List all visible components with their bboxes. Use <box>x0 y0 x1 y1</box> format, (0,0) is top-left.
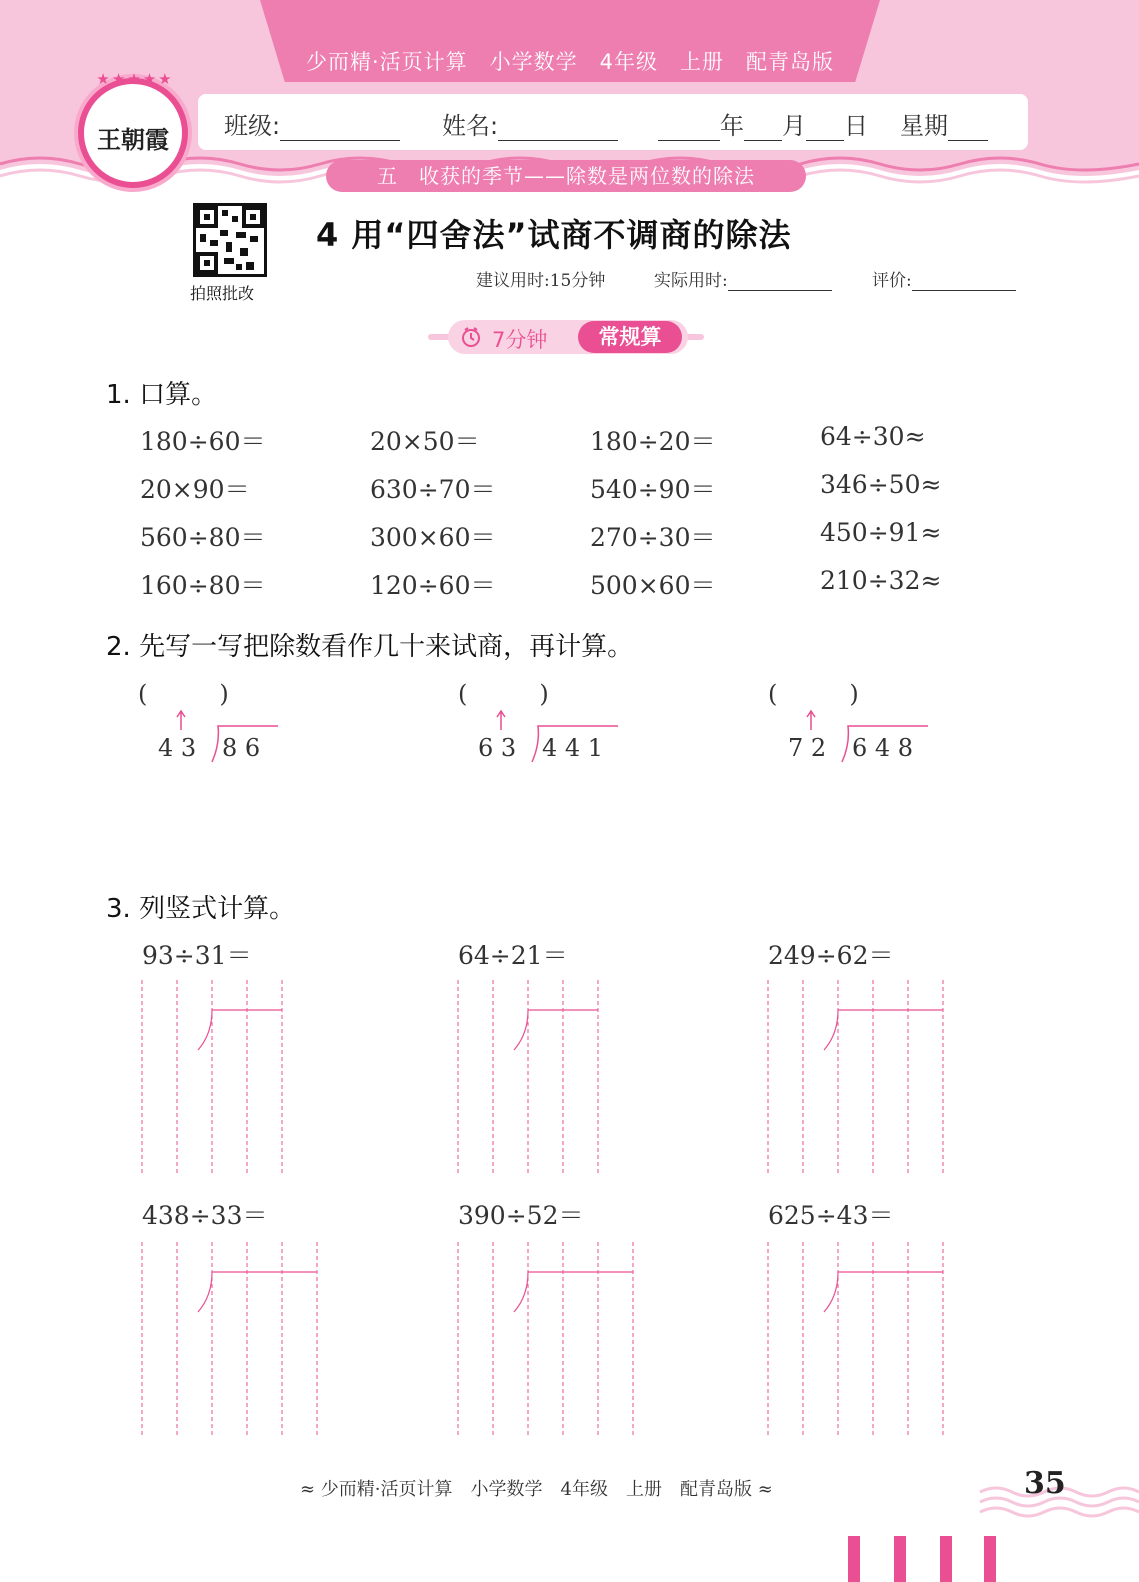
weekday-input-line[interactable] <box>948 117 988 141</box>
logo-text: 王朝霞 <box>97 125 169 154</box>
edge-tab <box>940 1536 952 1582</box>
qr-code[interactable] <box>193 203 267 277</box>
dividend: 4 4 1 <box>542 734 604 762</box>
q1-item: 210÷32≈ <box>820 566 942 595</box>
q3-item: 625÷43＝ <box>768 1201 894 1230</box>
timer-minutes: 7分钟 <box>492 328 548 352</box>
q1-item: 64÷30≈ <box>820 422 926 451</box>
student-info-bar <box>198 94 1028 150</box>
q1-item: 300×60＝ <box>370 523 496 552</box>
q1-item: 560÷80＝ <box>140 523 266 552</box>
divisor: 4 3 <box>158 734 197 762</box>
day-input-line[interactable] <box>806 117 844 141</box>
estimate-parentheses[interactable]: ( ) <box>458 680 549 708</box>
class-field: 班级: <box>224 106 400 141</box>
edge-tab <box>848 1536 860 1582</box>
q3-item: 438÷33＝ <box>142 1201 268 1230</box>
q3-item: 64÷21＝ <box>458 941 568 970</box>
name-input-line[interactable] <box>498 117 618 141</box>
q1-item: 500×60＝ <box>590 571 716 600</box>
timer-badge: 常规算 <box>578 321 682 353</box>
clock-icon <box>460 326 482 348</box>
q1-item: 630÷70＝ <box>370 475 496 504</box>
q1-item: 270÷30＝ <box>590 523 716 552</box>
qr-label: 拍照批改 <box>190 284 255 303</box>
estimate-parentheses[interactable]: ( ) <box>768 680 859 708</box>
q1-item: 20×50＝ <box>370 427 480 456</box>
month-input-line[interactable] <box>744 117 782 141</box>
date-field: 年 月 日 星期 <box>658 106 988 141</box>
dividend: 8 6 <box>222 734 261 762</box>
q3-item: 249÷62＝ <box>768 941 894 970</box>
q1-item: 346÷50≈ <box>820 470 942 499</box>
q1-item: 540÷90＝ <box>590 475 716 504</box>
class-input-line[interactable] <box>280 117 400 141</box>
q1-item: 180÷20＝ <box>590 427 716 456</box>
actual-time-field: 实际用时: <box>654 266 832 291</box>
vertical-calc-grid[interactable] <box>452 978 612 1178</box>
vertical-calc-grid[interactable] <box>136 1240 331 1440</box>
q1-item: 160÷80＝ <box>140 571 266 600</box>
series-title: 少而精·活页计算 小学数学 4年级 上册 配青岛版 <box>305 50 835 74</box>
vertical-calc-grid[interactable] <box>136 978 296 1178</box>
lesson-title: 4 用“四舍法”试商不调商的除法 <box>316 216 792 254</box>
timer-pill <box>448 320 688 354</box>
divisor: 7 2 <box>788 734 827 762</box>
q2-title: 2. 先写一写把除数看作几十来试商，再计算。 <box>106 632 634 662</box>
q3-item: 390÷52＝ <box>458 1201 584 1230</box>
year-input-line[interactable] <box>658 117 720 141</box>
qr-code-icon <box>196 206 264 274</box>
q3-item: 93÷31＝ <box>142 941 252 970</box>
edge-tab <box>984 1536 996 1582</box>
dividend: 6 4 8 <box>852 734 914 762</box>
q3-title: 3. 列竖式计算。 <box>106 894 296 924</box>
evaluation-field: 评价: <box>872 266 1016 291</box>
estimate-parentheses[interactable]: ( ) <box>138 680 229 708</box>
vertical-calc-grid[interactable] <box>762 978 957 1178</box>
evaluation-input-line[interactable] <box>912 273 1016 291</box>
vertical-calc-grid[interactable] <box>762 1240 957 1440</box>
stars-icon: ★★★★★ <box>96 70 174 88</box>
chapter-banner: 五 收获的季节——除数是两位数的除法 <box>326 160 806 192</box>
actual-time-input-line[interactable] <box>728 273 832 291</box>
q1-item: 120÷60＝ <box>370 571 496 600</box>
suggested-time: 建议用时:15分钟 <box>476 271 606 291</box>
q1-item: 450÷91≈ <box>820 518 942 547</box>
footer-text: ≈ 少而精·活页计算 小学数学 4年级 上册 配青岛版 ≈ <box>300 1479 773 1500</box>
divisor: 6 3 <box>478 734 517 762</box>
edge-tab <box>894 1536 906 1582</box>
q1-item: 20×90＝ <box>140 475 250 504</box>
q1-item: 180÷60＝ <box>140 427 266 456</box>
page-number: 35 <box>1024 1466 1066 1501</box>
brand-logo <box>78 70 188 188</box>
name-field: 姓名: <box>442 106 618 141</box>
vertical-calc-grid[interactable] <box>452 1240 647 1440</box>
q1-title: 1. 口算。 <box>106 380 218 410</box>
